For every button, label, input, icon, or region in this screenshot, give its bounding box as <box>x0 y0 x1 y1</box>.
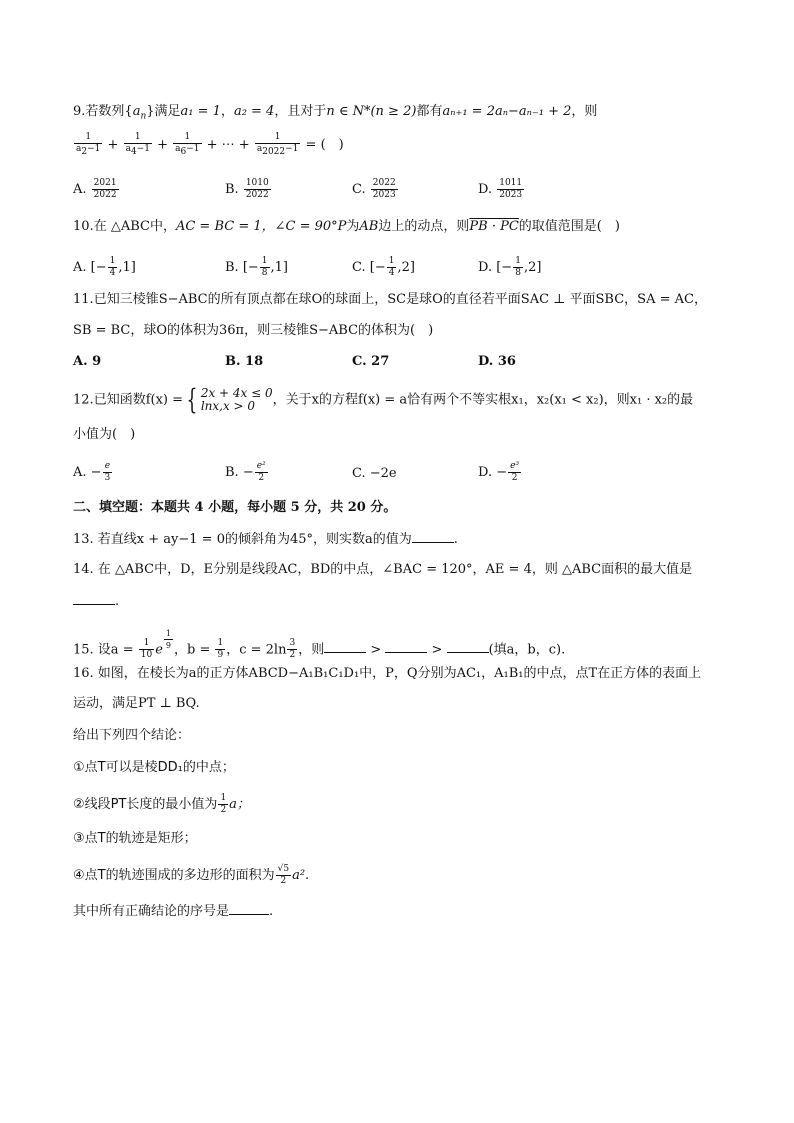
q9-opt-a-den: 2022 <box>93 190 117 200</box>
q16-c4-num: √5 <box>277 864 290 874</box>
q16-c2-text: ②线段PT长度的最小值为 <box>73 797 218 812</box>
q13-text: 13. 若直线x + ay−1 = 0的倾斜角为45°，则实数a的值为 <box>73 532 412 547</box>
q16-answer-blank[interactable] <box>229 902 269 915</box>
q14-end: . <box>115 594 120 609</box>
q9-option-c <box>352 178 399 201</box>
q14-line: 14. 在 △ABC中，D，E分别是线段AC，BD的中点，∠BAC = 120°，AE = 4，则 △ABC面积的最大值是 <box>73 562 693 577</box>
q10-opt-b-den: 8 <box>261 268 268 278</box>
q10-opt-a-pre: A. [− <box>73 260 107 275</box>
q12-option-c: C. −2e <box>352 466 397 481</box>
q9-opt-b-num: 1010 <box>245 178 269 188</box>
q9-option-a <box>73 178 120 201</box>
brace-icon: { <box>186 383 198 416</box>
q15-b-part: ，b = <box>173 642 211 658</box>
q16-conclusion-3: ③点T的轨迹是矩形； <box>73 831 197 846</box>
q11-option-c: C. 27 <box>352 354 390 369</box>
q12-case2: lnx,x > 0 <box>200 399 256 413</box>
q9-opt-d-label: D. <box>478 182 493 197</box>
q15-label: 15. 设a = <box>73 642 134 658</box>
q9-opt-d-num: 1011 <box>499 178 523 188</box>
q12-option-b <box>225 461 269 484</box>
q10-vector-product: PB · PC <box>469 219 519 234</box>
q12-label: 12. <box>73 392 94 408</box>
q10-stem-e: 边上的动点，则 <box>378 219 470 234</box>
q10-stem-b: AC = BC = 1，∠C = 90°P <box>175 219 347 234</box>
q10-opt-c-pre: C. [− <box>352 260 386 275</box>
q10-opt-b-pre: B. [− <box>225 260 259 275</box>
q9-option-d <box>478 178 525 201</box>
q16-line2: 运动，满足PT ⊥ BQ. <box>73 696 200 711</box>
q9-term-last: $\frac{1}{a_{2022}-1}$ <box>256 132 299 157</box>
q10-option-a: A. [− $\frac{1}{4}$ ,1] <box>73 256 136 278</box>
q9-sum-tail: = ( ) <box>305 137 344 153</box>
q10-option-c: C. [− $\frac{1}{4}$ ,2] <box>352 256 415 278</box>
q10-option-b: B. [− $\frac{1}{8}$ ,1] <box>225 256 289 278</box>
q12-opt-d-den: 2 <box>511 473 518 483</box>
q12-opt-b-den: 2 <box>258 473 265 483</box>
q15-blank-1[interactable] <box>324 640 366 653</box>
q9-term3: $\frac{1}{a_6-1}$ <box>175 132 200 157</box>
q9-text-c: ，且对于 <box>274 104 327 119</box>
q11-option-d: D. 36 <box>478 354 516 369</box>
q12-cases <box>201 387 273 413</box>
q12-opt-d-num: e³ <box>510 461 520 471</box>
q10-opt-a-den: 4 <box>109 268 116 278</box>
q12-opt-d-pre: D. − <box>478 465 508 480</box>
q15-b-frac <box>215 638 225 661</box>
q15-c-part: ，c = 2ln <box>226 642 287 658</box>
q16-line1: 16. 如图，在棱长为a的正方体ABCD−A₁B₁C₁D₁中，P，Q分别为AC₁，A₁B₁的中点，点T在正方体的表面上 <box>73 666 702 681</box>
q10-opt-a-post: ,1] <box>118 260 136 275</box>
q13-answer-blank[interactable] <box>412 530 454 543</box>
q15-c-frac <box>287 638 297 661</box>
q15-exp-num: 1 <box>165 629 171 638</box>
q9-sum: $\frac{1}{a_2-1}$ + $\frac{1}{a_4-1}$ + $\frac{1}{a_6-1}$ + ⋯ + $\frac{1}{a_{2022}-1}$ = ( ) <box>76 132 344 157</box>
q10-stem-d: AB <box>359 219 379 234</box>
q12-opt-b-num: e² <box>256 461 266 471</box>
q10-label: 10. <box>73 219 94 234</box>
q12-stem <box>73 383 694 416</box>
q10-stem-g: 的取值范围是( ) <box>518 219 620 234</box>
q9-cond3: n ∈ N*(n ≥ 2) <box>326 104 417 119</box>
q11-line2 <box>73 322 433 340</box>
q15-a-frac <box>139 638 154 661</box>
q16-c4-den: 2 <box>280 876 287 886</box>
q9-opt-c-den: 2023 <box>372 190 396 200</box>
q15-exp-den: 9 <box>165 641 171 650</box>
q15-line <box>73 628 565 663</box>
q15-a-num: 1 <box>139 638 154 650</box>
q15-a-den: 10 <box>140 650 153 661</box>
q15-c-den: 2 <box>289 650 296 661</box>
q10-opt-b-post: ,1] <box>270 260 289 275</box>
q15-c-num: 3 <box>289 638 296 649</box>
q15-then: ，则 <box>298 642 325 658</box>
q10-stem <box>73 218 620 236</box>
q16-conclusion-1: ①点T可以是棱DD₁的中点； <box>73 760 235 775</box>
q9-text-e: ，则 <box>571 104 598 119</box>
q10-opt-c-den: 4 <box>388 268 395 278</box>
q12-opt-a-pre: A. − <box>73 465 102 480</box>
q15-exp-base: e <box>155 642 163 658</box>
q16-ask-end: . <box>269 904 274 919</box>
q13-end: . <box>453 532 458 547</box>
q10-opt-d-post: ,2] <box>523 260 542 275</box>
q11-option-b: B. 18 <box>225 354 264 369</box>
q10-opt-d-den: 8 <box>515 268 521 278</box>
q12-opt-a-num: e <box>103 461 113 473</box>
q11-label: 11. <box>73 292 94 307</box>
q9-opt-c-label: C. <box>352 182 366 197</box>
q15-blank-2[interactable] <box>385 640 427 653</box>
q12-stem-a: 已知函数f(x) = <box>93 392 183 408</box>
q9-label: 9. <box>73 104 86 119</box>
q11-text1: 已知三棱锥S−ABC的所有顶点都在球O的球面上，SC是球O的直径若平面SAC ⊥ 平面SBC，SA = AC， <box>93 292 707 307</box>
q16-ask-text: 其中所有正确结论的序号是 <box>73 904 230 919</box>
q9-opt-b-den: 2022 <box>245 190 269 200</box>
q9-term2: $\frac{1}{a_4-1}$ <box>125 132 150 157</box>
q9-opt-d-den: 2023 <box>499 190 523 200</box>
q16-c2-den: 2 <box>220 805 227 815</box>
q9-text-d: 都有 <box>416 104 443 119</box>
q10-opt-d-pre: D. [− <box>478 260 513 275</box>
q9-opt-c-num: 2022 <box>372 178 396 188</box>
q16-c2-tail: a； <box>229 797 250 812</box>
q12-line2: 小值为( ) <box>73 427 136 442</box>
q15-gt-2: > <box>431 642 443 658</box>
q15-fill: (填a，b，c). <box>488 642 566 658</box>
q9-opt-a-label: A. <box>73 182 87 197</box>
section2-title: 二、填空题：本题共 4 小题，每小题 5 分，共 20 分。 <box>73 500 397 515</box>
q16-conclusion-4 <box>73 864 309 888</box>
q12-opt-a-den: 3 <box>104 473 111 483</box>
q9-recurrence: aₙ₊₁ = 2aₙ−aₙ₋₁ + 2 <box>442 104 572 119</box>
q10-option-d: D. [− $\frac{1}{8}$ ,2] <box>478 256 542 278</box>
q12-option-d <box>478 461 522 484</box>
q12-case1: 2x + 4x ≤ 0 <box>200 386 273 400</box>
q11-line1 <box>73 291 707 309</box>
q16-ask <box>73 902 273 921</box>
q15-exp <box>164 628 173 651</box>
q10-stem-a: 在 △ABC中， <box>93 219 176 234</box>
q11-text2: SB = BC，球O的体积为36π，则三棱锥S−ABC的体积为( ) <box>73 323 434 338</box>
q10-stem-c: 为 <box>346 219 360 234</box>
q9-option-b <box>225 178 272 201</box>
q9-seq: $a_n$ <box>132 104 147 122</box>
q12-opt-b-pre: B. − <box>225 465 254 480</box>
q12-stem-b: ，关于x的方程f(x) = a恰有两个不等实根x₁，x₂(x₁ < x₂)，则x₁ · x₂的最 <box>272 392 694 408</box>
q9-text-b: }满足 <box>146 104 181 119</box>
q14-answer-blank[interactable] <box>73 592 115 605</box>
q15-b-num: 1 <box>217 638 224 649</box>
q15-gt-1: > <box>370 642 382 658</box>
q10-opt-c-post: ,2] <box>397 260 415 275</box>
q9-text-a: 若数列{ <box>85 104 133 119</box>
q16-c2-num: 1 <box>220 793 227 803</box>
q9-opt-b-label: B. <box>225 182 239 197</box>
q15-blank-3[interactable] <box>447 640 489 653</box>
q15-b-den: 9 <box>217 650 224 661</box>
q12-option-a <box>73 461 113 484</box>
q9-opt-a-num: 2021 <box>93 178 117 188</box>
q9-term1: $\frac{1}{a_2-1}$ <box>76 132 101 157</box>
q14-line2 <box>73 592 119 611</box>
q16-c4-text: ④点T的轨迹围成的多边形的面积为 <box>73 868 275 883</box>
q11-option-a: A. 9 <box>73 354 102 369</box>
q16-conclusion-2 <box>73 793 250 817</box>
q9-cond1: a₁ = 1 <box>180 104 221 119</box>
q9-stem: 9.若数列$\{a_n\}$满足a₁ = 1，a₂ = 4，且对于n ∈ N*(n ≥ 2)都有aₙ₊₁ = 2aₙ−aₙ₋₁ + 2，则 <box>73 104 598 122</box>
q9-cond2: a₂ = 4 <box>233 104 275 119</box>
q16-line3: 给出下列四个结论： <box>73 728 191 743</box>
q16-c4-tail: a². <box>292 868 310 883</box>
q13-line <box>73 530 458 549</box>
